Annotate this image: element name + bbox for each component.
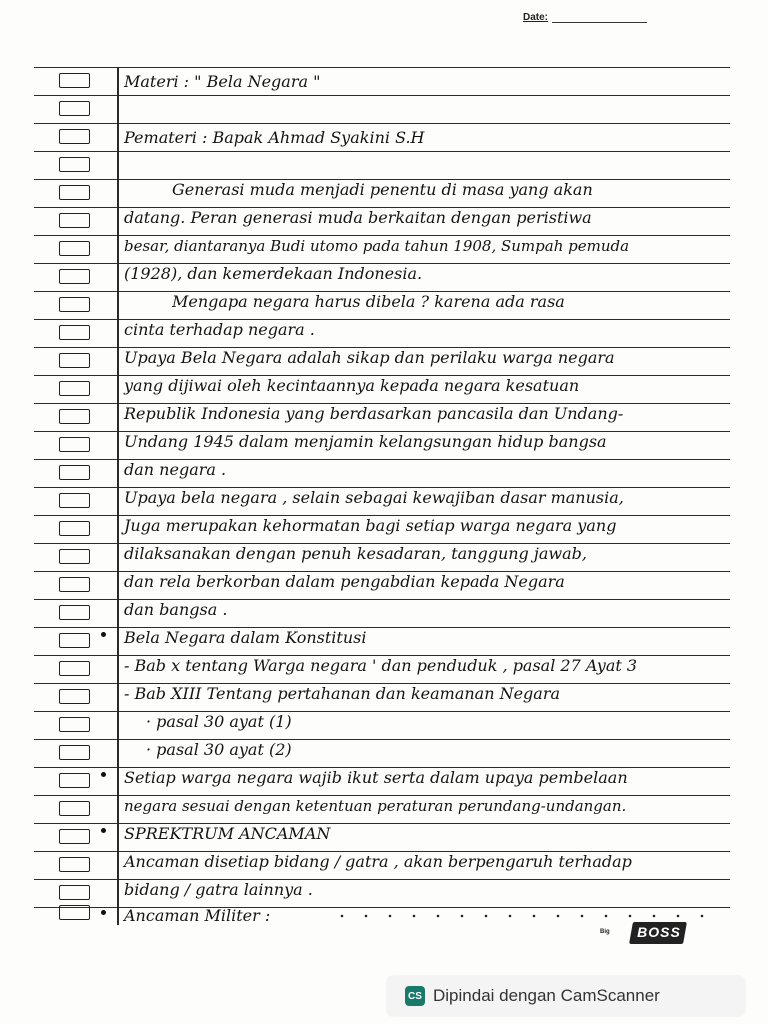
checkbox[interactable] bbox=[59, 353, 90, 368]
note-line: · pasal 30 ayat (2) bbox=[146, 740, 292, 759]
date-label: Date: bbox=[523, 12, 549, 23]
bullet-dot bbox=[101, 772, 106, 777]
pemateri-line: Pemateri : Bapak Ahmad Syakini S.H bbox=[124, 128, 425, 147]
note-line: bidang / gatra lainnya . bbox=[124, 880, 313, 899]
note-line: Mengapa negara harus dibela ? karena ada rasa bbox=[172, 292, 565, 311]
checkbox[interactable] bbox=[59, 437, 90, 452]
note-line: dan negara . bbox=[124, 460, 227, 479]
checkbox[interactable] bbox=[59, 241, 90, 256]
checkbox[interactable] bbox=[59, 577, 90, 592]
note-line: Juga merupakan kehormatan bagi setiap warga negara yang bbox=[124, 516, 617, 535]
ruled-line bbox=[34, 151, 730, 152]
checkbox[interactable] bbox=[59, 689, 90, 704]
note-line: (1928), dan kemerdekaan Indonesia. bbox=[124, 264, 423, 283]
note-line: Upaya Bela Negara adalah sikap dan perilaku warga negara bbox=[124, 348, 615, 367]
ruled-line bbox=[34, 739, 730, 740]
ruled-line bbox=[34, 123, 730, 124]
brand-logo-prefix: Big bbox=[600, 929, 610, 935]
camscanner-watermark bbox=[387, 976, 745, 1016]
materi-line: Materi : " Bela Negara " bbox=[124, 72, 321, 91]
note-line: yang dijiwai oleh kecintaannya kepada negara kesatuan bbox=[124, 376, 580, 395]
dotted-leader bbox=[330, 914, 720, 918]
bullet-dot bbox=[101, 632, 106, 637]
date-line bbox=[552, 22, 647, 23]
note-line: negara sesuai dengan ketentuan peraturan perundang-undangan. bbox=[124, 797, 627, 815]
note-line: - Bab XIII Tentang pertahanan dan keamanan Negara bbox=[124, 684, 561, 703]
checkbox[interactable] bbox=[59, 829, 90, 844]
note-line: - Bab x tentang Warga negara ' dan penduduk , pasal 27 Ayat 3 bbox=[124, 656, 638, 675]
note-line: Bela Negara dalam Konstitusi bbox=[124, 628, 367, 647]
note-line: datang. Peran generasi muda berkaitan dengan peristiwa bbox=[124, 208, 592, 227]
checkbox[interactable] bbox=[59, 745, 90, 760]
note-line: dan rela berkorban dalam pengabdian kepada Negara bbox=[124, 572, 565, 591]
note-line: Setiap warga negara wajib ikut serta dalam upaya pembelaan bbox=[124, 768, 628, 787]
checkbox[interactable] bbox=[59, 905, 90, 920]
checkbox[interactable] bbox=[59, 549, 90, 564]
checkbox[interactable] bbox=[59, 493, 90, 508]
checkbox[interactable] bbox=[59, 73, 90, 88]
checkbox[interactable] bbox=[59, 297, 90, 312]
note-line: Republik Indonesia yang berdasarkan pancasila dan Undang- bbox=[124, 404, 624, 423]
checkbox[interactable] bbox=[59, 129, 90, 144]
bullet-dot bbox=[101, 828, 106, 833]
checkbox[interactable] bbox=[59, 605, 90, 620]
note-line: cinta terhadap negara . bbox=[124, 320, 315, 339]
note-line: Ancaman disetiap bidang / gatra , akan berpengaruh terhadap bbox=[124, 852, 632, 871]
checkbox[interactable] bbox=[59, 857, 90, 872]
ruled-line bbox=[34, 67, 730, 68]
checkbox[interactable] bbox=[59, 325, 90, 340]
checkbox[interactable] bbox=[59, 801, 90, 816]
note-line: Undang 1945 dalam menjamin kelangsungan hidup bangsa bbox=[124, 432, 607, 451]
note-line: besar, diantaranya Budi utomo pada tahun 1908, Sumpah pemuda bbox=[124, 237, 630, 255]
checkbox[interactable] bbox=[59, 521, 90, 536]
note-line: Upaya bela negara , selain sebagai kewajiban dasar manusia, bbox=[124, 488, 624, 507]
checkbox[interactable] bbox=[59, 381, 90, 396]
brand-logo-text: BOSS bbox=[637, 924, 681, 940]
checkbox[interactable] bbox=[59, 185, 90, 200]
ruled-line bbox=[34, 95, 730, 96]
checkbox[interactable] bbox=[59, 157, 90, 172]
checkbox[interactable] bbox=[59, 717, 90, 732]
camscanner-text: Dipindai dengan CamScanner bbox=[433, 986, 660, 1005]
checkbox[interactable] bbox=[59, 885, 90, 900]
checkbox[interactable] bbox=[59, 101, 90, 116]
checkbox[interactable] bbox=[59, 633, 90, 648]
note-line: Generasi muda menjadi penentu di masa yang akan bbox=[172, 180, 593, 199]
checkbox[interactable] bbox=[59, 269, 90, 284]
checkbox[interactable] bbox=[59, 773, 90, 788]
checkbox[interactable] bbox=[59, 213, 90, 228]
note-line: dan bangsa . bbox=[124, 600, 228, 619]
checkbox[interactable] bbox=[59, 409, 90, 424]
note-line: dilaksanakan dengan penuh kesadaran, tanggung jawab, bbox=[124, 544, 587, 563]
camscanner-icon: CS bbox=[405, 986, 425, 1006]
note-line: SPREKTRUM ANCAMAN bbox=[124, 824, 331, 843]
note-line: Ancaman Militer : bbox=[124, 906, 271, 925]
ruled-line bbox=[34, 711, 730, 712]
brand-logo bbox=[617, 922, 685, 944]
checkbox[interactable] bbox=[59, 661, 90, 676]
checkbox[interactable] bbox=[59, 465, 90, 480]
bullet-dot bbox=[101, 910, 106, 915]
note-line: · pasal 30 ayat (1) bbox=[146, 712, 292, 731]
